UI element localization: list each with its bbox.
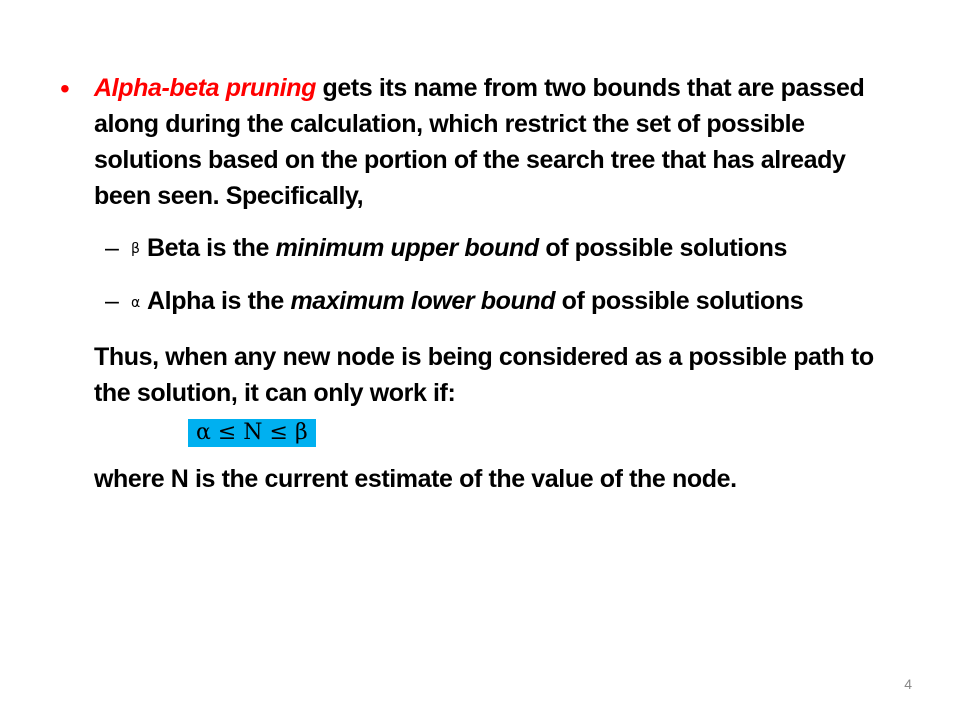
alpha-emph: maximum lower bound: [290, 287, 556, 316]
alpha-symbol: α: [131, 294, 140, 311]
beta-post: of possible solutions: [538, 234, 787, 262]
sub-item-beta: [105, 230, 900, 267]
slide-content: [60, 70, 900, 497]
formula-container: [188, 419, 900, 449]
dash-marker: –: [105, 287, 119, 316]
thus-paragraph: Thus, when any new node is being considered as a possible path to the solution, it can only work if:: [94, 342, 874, 407]
main-bullet-body: gets its name from two bounds that are passed along during the calculation, which restrict the set of possible solutions based on the portion of the search tree that has already been seen. Specifically,: [94, 74, 865, 210]
page-number: 4: [904, 676, 912, 692]
beta-pre: Beta is the: [147, 234, 276, 262]
beta-emph: minimum upper bound: [275, 234, 539, 262]
where-paragraph: where N is the current estimate of the value of the node.: [94, 464, 737, 493]
formula-inequality: α ≤ N ≤ β: [188, 419, 316, 447]
dash-marker: –: [105, 234, 119, 262]
sub-item-alpha-text: [131, 283, 900, 320]
alpha-post: of possible solutions: [555, 287, 804, 316]
main-bullet-text: [94, 70, 900, 214]
alpha-pre: Alpha is the: [147, 287, 291, 316]
bullet-marker: •: [60, 73, 70, 104]
beta-symbol: β: [131, 241, 140, 258]
sub-item-beta-text: [131, 230, 900, 267]
main-bullet: [60, 70, 900, 214]
sub-item-alpha: [105, 283, 900, 320]
alpha-beta-term: Alpha-beta pruning: [94, 74, 316, 102]
